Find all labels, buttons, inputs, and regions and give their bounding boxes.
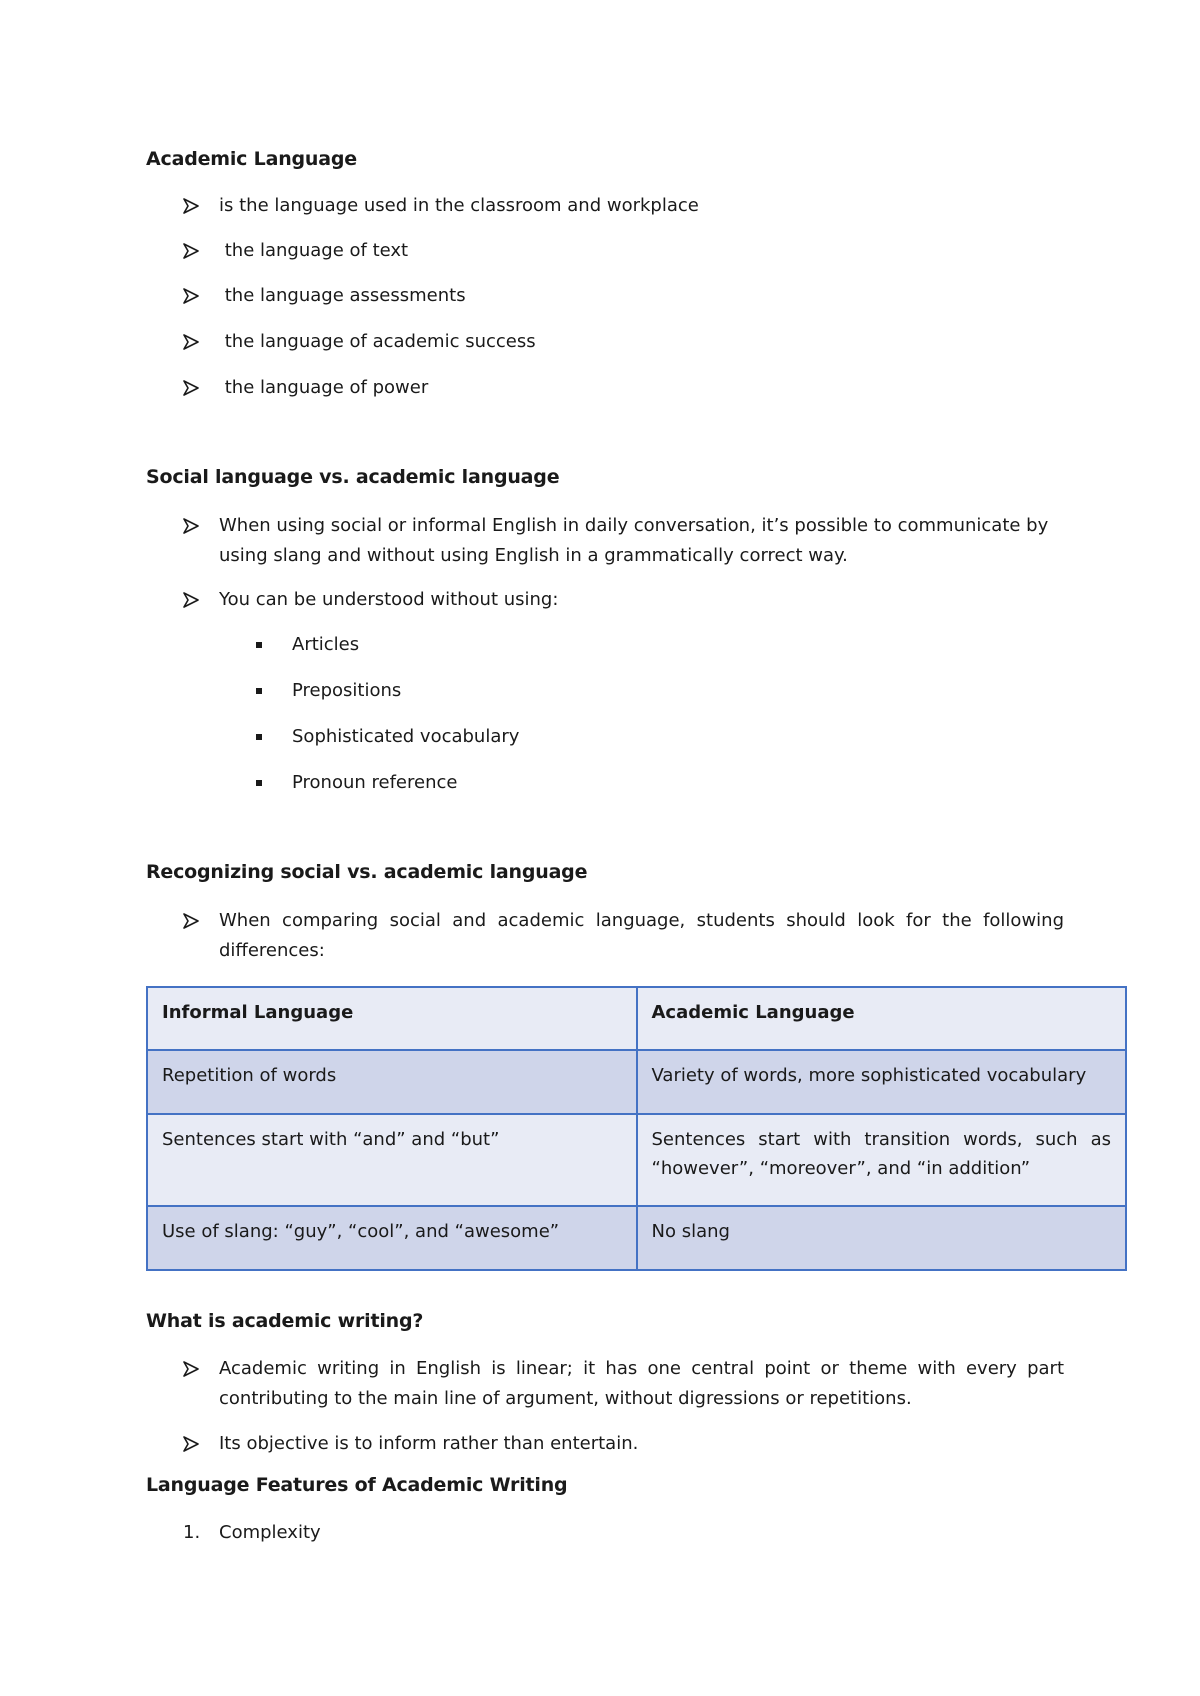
section-heading-academic-writing: What is academic writing? [146, 1310, 424, 1332]
square-bullet-icon [256, 642, 262, 648]
arrowhead-bullet-icon [183, 281, 199, 311]
table-cell: Use of slang: “guy”, “cool”, and “awesome” [147, 1206, 637, 1270]
table-header-row [147, 987, 1126, 1050]
table-cell: Variety of words, more sophisticated vocabulary [637, 1050, 1127, 1114]
square-bullet-icon [256, 734, 262, 740]
table-cell: No slang [637, 1206, 1127, 1270]
arrowhead-bullet-icon [183, 236, 199, 266]
table-cell: Sentences start with transition words, such as “however”, “moreover”, and “in addition” [637, 1114, 1127, 1206]
arrowhead-bullet-icon [183, 373, 199, 403]
comparison-table [146, 986, 1127, 1271]
table-row [147, 1050, 1126, 1114]
arrowhead-bullet-icon [183, 906, 199, 936]
section-heading-recognizing: Recognizing social vs. academic language [146, 861, 588, 883]
document-page: Academic Language is the language used in the classroom and workplace the language of text the language assessments the language of academic success the language of power Social language vs. academic language When using social or informal English in daily conversation, it’s possible to communicate by using slang and without using English in a grammatically correct way. You can be understood without using: Articles Prepositions Sophisticated vocabulary Pronoun reference Recognizing social vs. academic language When comparing social and academic language, students should look for the following differences: Informal Language Academic Language Repetition of words Variety of words, more sophisticated vocabulary Sentences start with “and” and “but” Sentences start with transition words, such as “however”, “moreover”, and “in addition” Use of slang: “guy”, “cool”, and “awesome” No slang What is academic writing? Academic writing in English is linear; it has one central point or theme with every part contributing to the main line of argument, without digressions or repetitions. Its objective is to inform rather than entertain. Language Features of Academic Writing 1. Complexity [0, 0, 1200, 1696]
square-bullet-icon [256, 688, 262, 694]
arrowhead-bullet-icon [183, 1429, 199, 1459]
arrowhead-bullet-icon [183, 191, 199, 221]
table-cell: Repetition of words [147, 1050, 637, 1114]
table-row [147, 1114, 1126, 1206]
section-heading-social-vs-academic: Social language vs. academic language [146, 466, 560, 488]
table-header-informal: Informal Language [147, 987, 637, 1050]
arrowhead-bullet-icon [183, 327, 199, 357]
section-heading-language-features: Language Features of Academic Writing [146, 1474, 568, 1496]
table-header-academic: Academic Language [637, 987, 1127, 1050]
section-heading-academic-language: Academic Language [146, 148, 357, 170]
list-number: 1. [183, 1522, 201, 1543]
arrowhead-bullet-icon [183, 511, 199, 541]
table-cell: Sentences start with “and” and “but” [147, 1114, 637, 1206]
list-item-text: Complexity [219, 1522, 321, 1543]
arrowhead-bullet-icon [183, 585, 199, 615]
table-row [147, 1206, 1126, 1270]
square-bullet-icon [256, 780, 262, 786]
numbered-list-item [183, 1518, 321, 1548]
arrowhead-bullet-icon [183, 1354, 199, 1384]
